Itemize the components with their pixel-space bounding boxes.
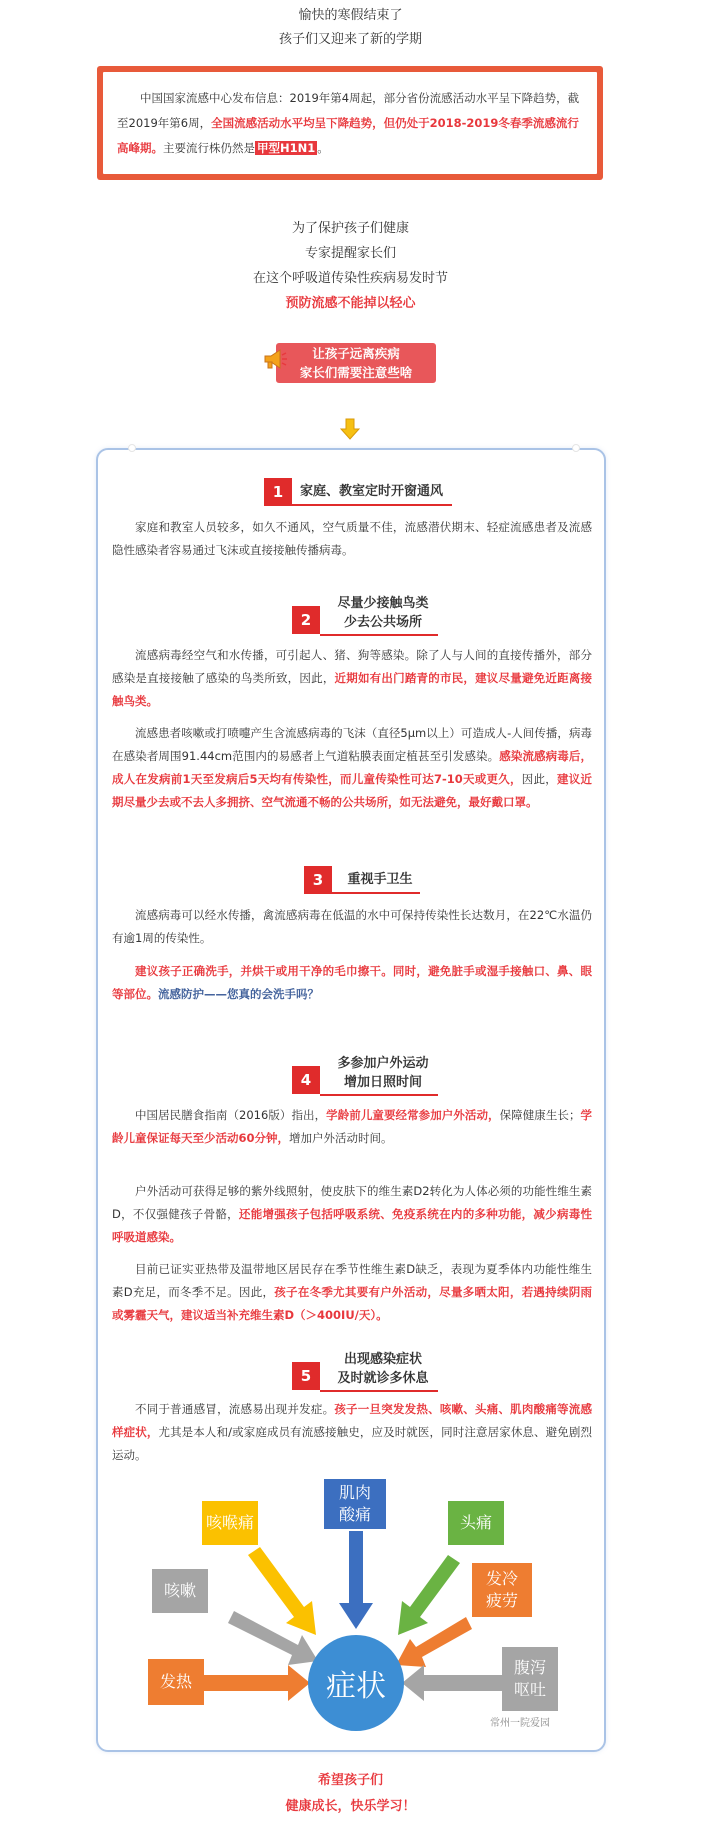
arrow-down-icon bbox=[340, 418, 360, 440]
notice-part: 。 bbox=[317, 141, 329, 155]
para-text-red: 建议近期尽量少去或不去人多拥挤、空气流通不畅的公共场所，如无法避免，最好戴口罩。 bbox=[112, 772, 593, 809]
para-text-red: 学龄儿童保证每天至少活动60分钟， bbox=[112, 1108, 593, 1145]
section-number: 2 bbox=[292, 606, 320, 634]
symptom-muscle-ache bbox=[324, 1479, 386, 1529]
symptom-label: 咳嗽 bbox=[163, 1581, 196, 1600]
section-underline bbox=[320, 1094, 438, 1096]
section-title bbox=[340, 870, 420, 889]
section-5-paragraph bbox=[112, 1398, 592, 1467]
arrow-shape bbox=[398, 1555, 460, 1635]
para-text: 目前已证实亚热带及温带地区居民存在季节性维生素D缺乏，表现为夏季体内功能性维生素D充足，而冬季不足。因此， bbox=[112, 1262, 592, 1299]
symptom-sore-throat bbox=[202, 1501, 258, 1545]
strain-badge: 甲型H1N1 bbox=[257, 141, 316, 155]
para-text-red: 孩子一旦突发发热、咳嗽、头痛、肌肉酸痛等流感样症状， bbox=[112, 1402, 593, 1439]
symptom-label: 腹泻呕吐 bbox=[513, 1658, 546, 1699]
symptom-fever bbox=[148, 1659, 204, 1705]
para-text: 流感患者咳嗽或打喷嚏产生含流感病毒的飞沫（直径5μm以上）可造成人-人间传播，病毒在感染者周围91.44cm范围内的易感者上气道粘膜表面定植甚至引发感染。 bbox=[112, 726, 592, 763]
symptom-label: 咳喉痛 bbox=[205, 1513, 254, 1532]
section-underline bbox=[332, 892, 420, 894]
para-text-red: 还能增强孩子包括呼吸系统、免疫系统在内的多种功能，减少病毒性呼吸道感染。 bbox=[112, 1207, 592, 1244]
advice-line: 在这个呼吸道传染性疾病易发时节 bbox=[252, 271, 448, 286]
symptom-diarrhea-vomiting bbox=[502, 1647, 558, 1711]
para-text: 流感病毒经空气和水传播，可引起人、猪、狗等感染。除了人与人间的直接传播外，部分感染是直接接触了感染的鸟类所致，因此， bbox=[112, 648, 592, 685]
section-number: 5 bbox=[292, 1362, 320, 1390]
para-text: 中国居民膳食指南（2016版）指出， bbox=[135, 1108, 327, 1122]
symptom-label: 头痛 bbox=[459, 1513, 492, 1532]
section-title bbox=[300, 482, 460, 501]
watermark: 常州一院爱园 bbox=[490, 1718, 550, 1729]
arrow-shape bbox=[204, 1665, 310, 1701]
tips-banner bbox=[276, 343, 436, 383]
tips-line: 让孩子远离疾病 bbox=[312, 346, 400, 361]
notice-part: 主要流行株仍然是 bbox=[163, 141, 255, 155]
notice-text bbox=[102, 71, 598, 175]
handwash-link[interactable]: 流感防护——您真的会洗手吗？ bbox=[158, 987, 319, 1001]
outro-line: 健康成长，快乐学习！ bbox=[285, 1799, 416, 1814]
notice-part: 中国国家流感中心发布信息：2019年第4周起，部分省份流感活动水平呈下降趋势，截至2019年第6周， bbox=[117, 91, 580, 130]
arrow-shape bbox=[402, 1665, 502, 1701]
section-title bbox=[328, 594, 438, 632]
card-decoration bbox=[572, 444, 580, 452]
intro-line: 孩子们又迎来了新的学期 bbox=[278, 32, 422, 47]
arrow-shape bbox=[248, 1547, 316, 1635]
para-text: 因此， bbox=[521, 772, 558, 786]
para-text: 增加户外活动时间。 bbox=[289, 1131, 393, 1145]
section-title-line: 出现感染症状 bbox=[343, 1352, 422, 1367]
section-title-line: 重视手卫生 bbox=[347, 872, 413, 887]
tips-line: 家长们需要注意些啥 bbox=[299, 365, 413, 380]
section-underline bbox=[320, 1390, 438, 1392]
section-title-line: 尽量少接触鸟类 bbox=[337, 596, 429, 611]
section-5-header bbox=[292, 1352, 442, 1386]
symptom-cough bbox=[152, 1569, 208, 1613]
section-4-header bbox=[292, 1056, 442, 1090]
section-2-paragraph-1 bbox=[112, 644, 592, 713]
section-title-line: 多参加户外运动 bbox=[337, 1056, 429, 1071]
center-label: 症状 bbox=[326, 1669, 386, 1704]
advice-block bbox=[0, 216, 701, 316]
para-text: 流感病毒可以经水传播，禽流感病毒在低温的水中可保持传染性长达数月，在22℃水温仍有逾1周的传染性。 bbox=[112, 908, 592, 945]
para-text: 不同于普通感冒，流感易出现并发症。 bbox=[135, 1402, 335, 1416]
symptom-label: 发热 bbox=[159, 1672, 192, 1691]
section-2-paragraph-2 bbox=[112, 722, 592, 814]
section-title-line: 增加日照时间 bbox=[343, 1075, 422, 1090]
section-number: 1 bbox=[264, 478, 292, 506]
section-title-line: 及时就诊多休息 bbox=[337, 1371, 429, 1386]
section-number: 3 bbox=[304, 866, 332, 894]
section-1-paragraph bbox=[112, 516, 592, 562]
notice-box bbox=[97, 66, 603, 180]
section-title-line: 家庭、教室定时开窗通风 bbox=[300, 484, 444, 499]
card-decoration bbox=[128, 444, 136, 452]
symptom-headache bbox=[448, 1501, 504, 1545]
section-2-header bbox=[292, 596, 442, 630]
section-number: 4 bbox=[292, 1066, 320, 1094]
symptom-chills-fatigue bbox=[472, 1563, 532, 1617]
para-text: 户外活动可获得足够的紫外线照射，使皮肤下的维生素D2转化为人体必须的功能性维生素D，不仅强健孩子骨骼， bbox=[112, 1184, 592, 1221]
section-3-paragraph-2 bbox=[112, 960, 592, 1006]
section-4-paragraph-3 bbox=[112, 1258, 592, 1327]
advice-line: 为了保护孩子们健康 bbox=[291, 221, 409, 236]
outro-text bbox=[0, 1768, 701, 1820]
intro-line: 愉快的寒假结束了 bbox=[298, 8, 403, 23]
section-title bbox=[328, 1350, 438, 1388]
section-1-header bbox=[264, 478, 464, 506]
para-text-red: 近期如有出门踏青的市民，建议尽量避免近距离接触鸟类。 bbox=[112, 671, 593, 708]
intro-text bbox=[0, 4, 701, 52]
section-4-paragraph-1 bbox=[112, 1104, 592, 1150]
section-3-header bbox=[304, 866, 424, 894]
notice-highlight-red: 全国流感活动水平均呈下降趋势，但仍处于2018-2019冬春季流感流行高峰期。 bbox=[117, 116, 579, 155]
para-text-red: 学龄前儿童要经常参加户外活动， bbox=[326, 1108, 500, 1122]
section-4-paragraph-2 bbox=[112, 1180, 592, 1249]
para-text: 尤其是本人和/或家庭成员有流感接触史，应及时就医，同时注意居家休息、避免剧烈运动。 bbox=[112, 1425, 592, 1462]
para-text-red: 孩子在冬季尤其要有户外活动，尽量多晒太阳，若遇持续阴雨或雾霾天气，建议适当补充维生素D（＞400IU/天）。 bbox=[112, 1285, 593, 1322]
para-text: 家庭和教室人员较多，如久不通风，空气质量不佳，流感潜伏期末、轻症流感患者及流感隐性感染者容易通过飞沫或直接接触传播病毒。 bbox=[112, 520, 592, 557]
arrow-shape bbox=[339, 1531, 373, 1629]
section-title-line: 少去公共场所 bbox=[343, 615, 422, 630]
advice-line: 专家提醒家长们 bbox=[304, 246, 396, 261]
symptoms-center bbox=[308, 1635, 404, 1731]
symptom-label: 肌肉酸痛 bbox=[338, 1483, 371, 1524]
para-text-red: 建议孩子正确洗手，并烘干或用干净的毛巾擦干。同时，避免脏手或湿手接触口、鼻、眼等部位。 bbox=[112, 964, 592, 1001]
advice-line-red: 预防流感不能掉以轻心 bbox=[285, 296, 416, 311]
para-text: 保障健康生长； bbox=[499, 1108, 581, 1122]
symptoms-diagram bbox=[148, 1475, 558, 1733]
megaphone-icon bbox=[262, 346, 288, 372]
section-underline bbox=[320, 634, 438, 636]
section-underline bbox=[292, 504, 452, 506]
para-text-red: 感染流感病毒后，成人在发病前1天至发病后5天均有传染性，而儿童传染性可达7-10天或更久， bbox=[112, 749, 592, 786]
symptom-label: 发冷疲劳 bbox=[485, 1569, 518, 1610]
section-3-paragraph-1 bbox=[112, 904, 592, 950]
section-title bbox=[328, 1054, 438, 1092]
outro-line: 希望孩子们 bbox=[317, 1773, 383, 1788]
